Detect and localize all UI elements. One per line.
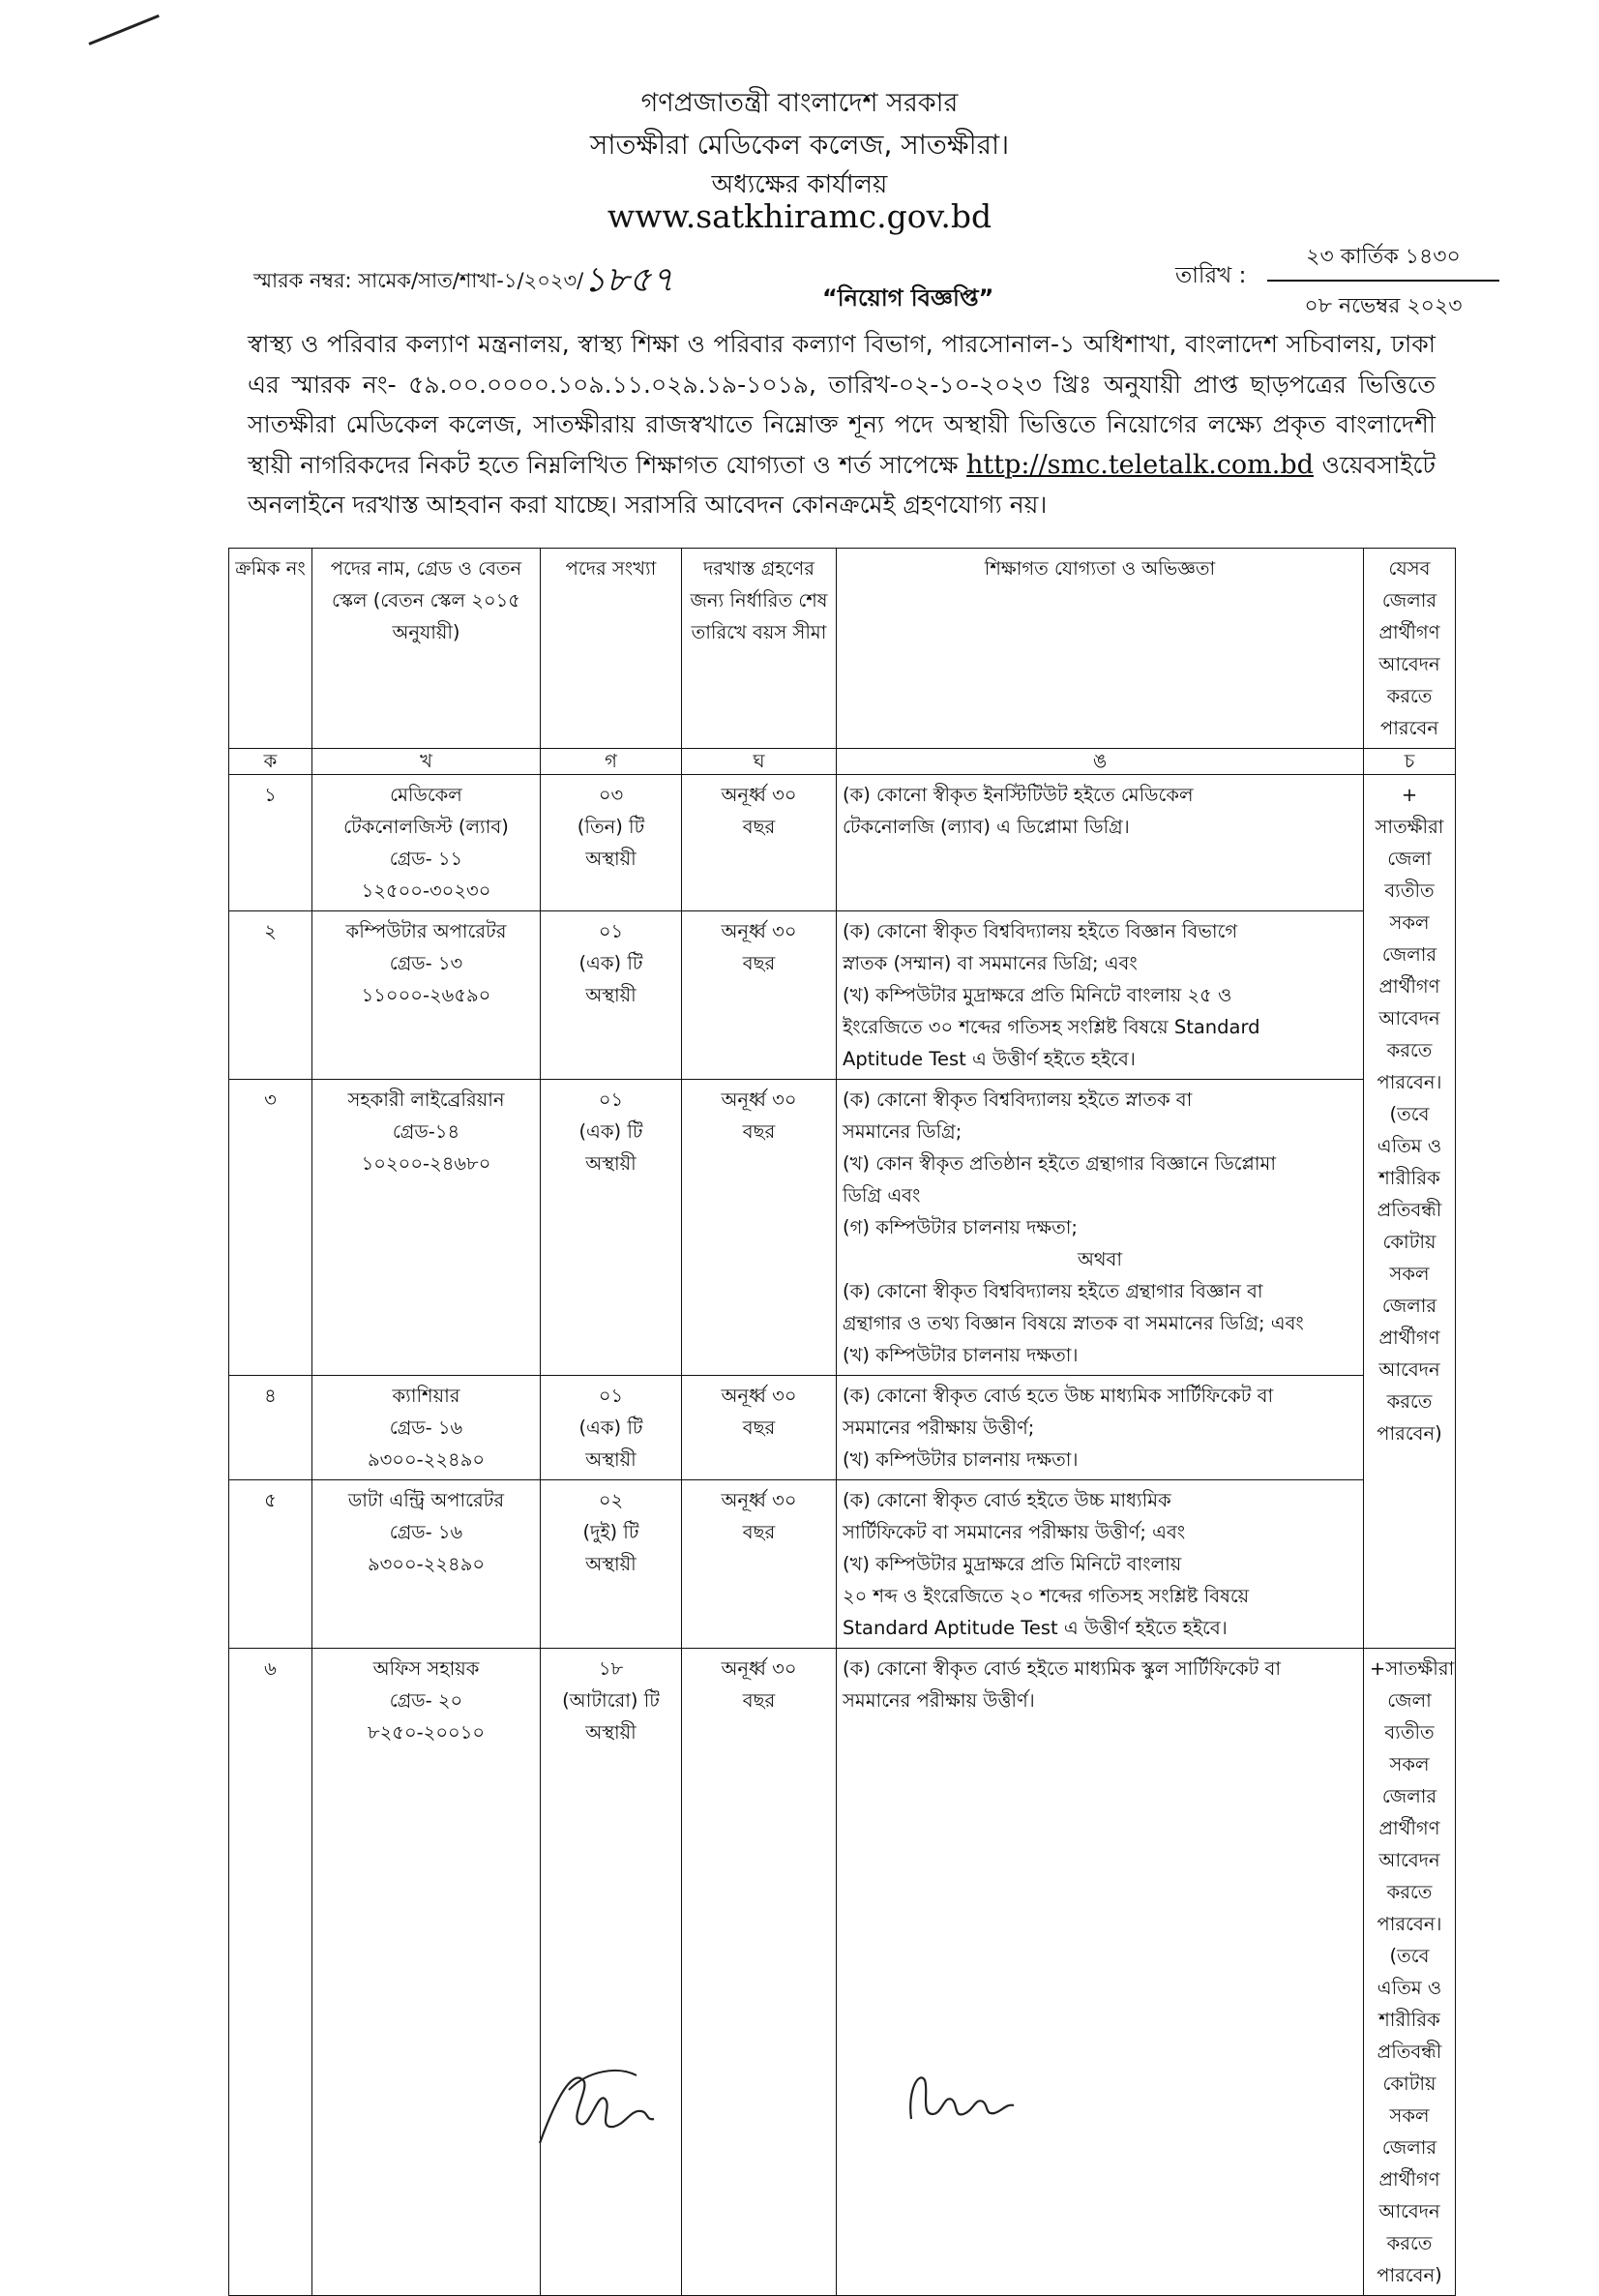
qualification-cell-line: (খ) কোন স্বীকৃত প্রতিষ্ঠান হইতে গ্রন্থাগার বিজ্ঞানে ডিপ্লোমা xyxy=(843,1152,1276,1175)
letter-cell: খ xyxy=(312,749,541,775)
serial-cell: ৪ xyxy=(229,1376,312,1480)
age-cell xyxy=(682,1480,837,1649)
post-cell xyxy=(312,911,541,1080)
signature-1 xyxy=(530,2051,675,2158)
eligibility-cell-line: সকল জেলার xyxy=(1381,1263,1437,1317)
post-cell-line: ১১০০০-২৬৫৯০ xyxy=(361,984,491,1006)
count-cell-line: ১৮ xyxy=(598,1657,624,1680)
age-cell-line: বছর xyxy=(742,952,776,974)
eligibility-cell-line: প্রতিবন্ধী কোটায় xyxy=(1377,1199,1442,1253)
intro-part1: স্বাস্থ্য ও পরিবার কল্যাণ মন্ত্রনালয়, স্বাস্থ্য শিক্ষা ও পরিবার কল্যাণ বিভাগ, পারসোনাল-১ অধিশাখা, বাংলাদেশ সচিবালয়, ঢাকা এর স্মারক নং- ৫৯.০০.০০০০.১০৯.১১.০২৯.১৯-১০১৯, তারিখ-০২-১০-২০২৩ খ্রিঃ অনুযায়ী প্রাপ্ত ছাড়পত্রের ভিত্তিতে সাতক্ষীরা মেডিকেল কলেজ, সাতক্ষীরায় রাজস্বখাতে নিম্নোক্ত শূন্য পদে অস্থায়ী ভিত্তিতে নিয়োগের লক্ষ্যে প্রকৃত বাংলাদেশী স্থায়ী নাগরিকদের নিকট হতে নিম্নলিখিত শিক্ষাগত যোগ্যতা ও শর্ত সাপেক্ষে xyxy=(248,330,1436,479)
count-cell-line: ০১ xyxy=(598,920,624,942)
eligibility-cell-line: পারবেন) xyxy=(1377,1422,1442,1445)
date-label: তারিখ : xyxy=(1175,263,1247,288)
post-cell-line: ১২৫০০-৩০২৩০ xyxy=(361,880,491,902)
serial-cell: ৩ xyxy=(229,1080,312,1376)
post-cell xyxy=(312,1376,541,1480)
table-row xyxy=(229,1080,1456,1376)
count-cell-line: (আটারো) টি xyxy=(562,1689,660,1712)
eligibility-cell-line: জেলা ব্যতীত xyxy=(1384,848,1435,902)
post-cell-line: গ্রেড- ১৬ xyxy=(389,1521,463,1543)
count-cell-line: (এক) টি xyxy=(578,1416,643,1439)
eligibility-cell-line: আবেদন করতে xyxy=(1378,2200,1440,2254)
qualification-cell-line: সমমানের পরীক্ষায় উত্তীর্ণ। xyxy=(843,1689,1035,1712)
letter-cell: ক xyxy=(229,749,312,775)
eligibility-cell-line: (তবে এতিম ও xyxy=(1377,1945,1442,1999)
post-cell-line: ক্যাশিয়ার xyxy=(392,1385,460,1407)
post-cell xyxy=(312,1480,541,1649)
count-cell-line: (তিন) টি xyxy=(577,816,645,838)
eligibility-cell-line: প্রার্থীগণ xyxy=(1378,1327,1440,1349)
qualification-cell xyxy=(837,1480,1364,1649)
qualification-cell-line: (গ) কম্পিউটার চালনায় দক্ষতা; xyxy=(843,1216,1078,1238)
post-cell-line: ডাটা এন্ট্রি অপারেটর xyxy=(347,1489,505,1511)
memo-handwritten-number: ১৮৫৭ xyxy=(583,260,674,300)
table-row xyxy=(229,1649,1456,2296)
eligibility-cell-line: প্রতিবন্ধী কোটায় xyxy=(1377,2041,1442,2095)
age-cell-line: বছর xyxy=(742,1416,776,1439)
age-cell-line: বছর xyxy=(742,1689,776,1712)
qualification-cell-line: (ক) কোনো স্বীকৃত বোর্ড হইতে উচ্চ মাধ্যমিক xyxy=(843,1489,1171,1511)
signature-2 xyxy=(900,2061,1025,2138)
post-cell-line: অফিস সহায়ক xyxy=(372,1657,480,1680)
post-cell-line: টেকনোলজিস্ট (ল্যাব) xyxy=(343,816,509,838)
age-cell xyxy=(682,911,837,1080)
serial-cell: ৫ xyxy=(229,1480,312,1649)
eligibility-cell xyxy=(1364,1649,1456,2296)
letter-cell: ঙ xyxy=(837,749,1364,775)
qualification-cell-line: Aptitude Test এ উত্তীর্ণ হইতে হইবে। xyxy=(843,1048,1136,1070)
qualification-cell xyxy=(837,911,1364,1080)
count-cell xyxy=(541,911,682,1080)
qualification-cell-line: (খ) কম্পিউটার মুদ্রাক্ষরে প্রতি মিনিটে বাংলায় xyxy=(843,1553,1182,1575)
count-cell-line: অস্থায়ী xyxy=(585,1553,637,1575)
count-cell xyxy=(541,1080,682,1376)
qualification-cell-line: (ক) কোনো স্বীকৃত বিশ্ববিদ্যালয় হইতে বিজ্ঞান বিভাগে xyxy=(843,920,1238,942)
count-cell-line: অস্থায়ী xyxy=(585,1721,637,1744)
header-count: পদের সংখ্যা xyxy=(541,549,682,749)
qualification-cell-line: সার্টিফিকেট বা সমমানের পরীক্ষায় উত্তীর্ণ; এবং xyxy=(843,1521,1186,1543)
eligibility-cell-line: সকল জেলার xyxy=(1381,911,1437,966)
qualification-or: অথবা xyxy=(1077,1248,1123,1270)
count-cell xyxy=(541,1649,682,2296)
qualification-cell-line: (খ) কম্পিউটার মুদ্রাক্ষরে প্রতি মিনিটে বাংলায় ২৫ ও xyxy=(843,984,1232,1006)
qualification-cell xyxy=(837,1376,1364,1480)
office-name: অধ্যক্ষের কার্যালয় xyxy=(711,170,888,199)
eligibility-cell-line: প্রার্থীগণ xyxy=(1378,975,1440,998)
letter-cell: চ xyxy=(1364,749,1456,775)
eligibility-cell-line: (তবে এতিম ও xyxy=(1377,1103,1442,1157)
date-bangla: ২৩ কার্তিক ১৪৩০ xyxy=(1267,238,1499,282)
date-english: ০৮ নভেম্বর ২০২৩ xyxy=(1304,294,1463,318)
age-cell-line: বছর xyxy=(742,1521,776,1543)
post-cell xyxy=(312,1649,541,2296)
qualification-cell-line: (খ) কম্পিউটার চালনায় দক্ষতা। xyxy=(843,1344,1079,1366)
age-cell-line: অনূর্ধ্ব ৩০ xyxy=(721,1385,797,1407)
qualification-cell-line: (ক) কোনো স্বীকৃত বোর্ড হইতে মাধ্যমিক স্কুল সার্টিফিকেট বা xyxy=(843,1657,1282,1680)
table-row xyxy=(229,1480,1456,1649)
qualification-cell-line: (ক) কোনো স্বীকৃত ইনস্টিটিউট হইতে মেডিকেল xyxy=(843,784,1194,806)
qualification-cell-line: টেকনোলজি (ল্যাব) এ ডিপ্লোমা ডিগ্রি। xyxy=(843,816,1130,838)
post-cell-line: গ্রেড- ১১ xyxy=(389,848,463,870)
header-qualification: শিক্ষাগত যোগ্যতা ও অভিজ্ঞতা xyxy=(837,549,1364,749)
eligibility-cell-line: +সাতক্ষীরা xyxy=(1370,1657,1455,1680)
qualification-cell xyxy=(837,1080,1364,1376)
eligibility-cell-line: সকল জেলার xyxy=(1381,2104,1437,2159)
table-letter-row xyxy=(229,749,1456,775)
eligibility-cell-line: + সাতক্ষীরা xyxy=(1375,784,1444,838)
memo-number xyxy=(253,253,674,312)
eligibility-cell-line: প্রার্থীগণ xyxy=(1378,2168,1440,2191)
header-age: দরখাস্ত গ্রহণের জন্য নির্ধারিত শেষ তারিখে বয়স সীমা xyxy=(682,549,837,749)
qualification-cell-line: Standard Aptitude Test এ উত্তীর্ণ হইতে হইবে। xyxy=(843,1617,1228,1639)
count-cell-line: অস্থায়ী xyxy=(585,984,637,1006)
post-cell-line: গ্রেড- ২০ xyxy=(389,1689,463,1712)
eligibility-cell-line: আবেদন করতে xyxy=(1378,1358,1440,1413)
date-block xyxy=(1267,238,1499,327)
application-url-link[interactable]: http://smc.teletalk.com.bd xyxy=(966,449,1314,480)
eligibility-cell-line: শারীরিক xyxy=(1378,2009,1440,2031)
age-cell xyxy=(682,1080,837,1376)
serial-cell: ২ xyxy=(229,911,312,1080)
age-cell-line: অনূর্ধ্ব ৩০ xyxy=(721,1657,797,1680)
table-row xyxy=(229,911,1456,1080)
age-cell xyxy=(682,1649,837,2296)
college-name: সাতক্ষীরা মেডিকেল কলেজ, সাতক্ষীরা। xyxy=(589,129,1010,161)
post-cell-line: ৮২৫০-২০০১০ xyxy=(367,1721,486,1744)
eligibility-cell xyxy=(1364,775,1456,1649)
eligibility-cell-line: পারবেন। xyxy=(1377,1913,1442,1935)
table-row xyxy=(229,1376,1456,1480)
letter-cell: ঘ xyxy=(682,749,837,775)
age-cell xyxy=(682,775,837,911)
qualification-cell xyxy=(837,775,1364,911)
post-cell-line: গ্রেড-১৪ xyxy=(392,1120,460,1143)
header-serial: ক্রমিক নং xyxy=(229,549,312,749)
pen-stroke-mark xyxy=(88,15,159,45)
qualification-cell-line: গ্রন্থাগার ও তথ্য বিজ্ঞান বিষয়ে স্নাতক বা সমমানের ডিগ্রি; এবং xyxy=(843,1312,1304,1334)
post-cell-line: মেডিকেল xyxy=(390,784,462,806)
count-cell-line: ০১ xyxy=(598,1385,624,1407)
qualification-cell xyxy=(837,1649,1364,2296)
count-cell-line: অস্থায়ী xyxy=(585,1152,637,1175)
table-row xyxy=(229,775,1456,911)
count-cell-line: (এক) টি xyxy=(578,1120,643,1143)
qualification-cell-line: ২০ শব্দ ও ইংরেজিতে ২০ শব্দের গতিসহ সংশ্লিষ্ট বিষয়ে xyxy=(843,1585,1250,1607)
header-post: পদের নাম, গ্রেড ও বেতন স্কেল (বেতন স্কেল ২০১৫ অনুযায়ী) xyxy=(312,549,541,749)
age-cell-line: অনূর্ধ্ব ৩০ xyxy=(721,1489,797,1511)
eligibility-cell-line: প্রার্থীগণ xyxy=(1378,1817,1440,1839)
qualification-cell-line: ইংরেজিতে ৩০ শব্দের গতিসহ সংশ্লিষ্ট বিষয়ে Standard xyxy=(843,1016,1260,1038)
count-cell xyxy=(541,775,682,911)
letter-cell: গ xyxy=(541,749,682,775)
post-cell-line: কম্পিউটার অপারেটর xyxy=(345,920,507,942)
post-cell-line: গ্রেড- ১৬ xyxy=(389,1416,463,1439)
memo-text: স্মারক নম্বর: সামেক/সাত/শাখা-১/২০২৩/ xyxy=(253,269,584,292)
website-link[interactable]: www.satkhiramc.gov.bd xyxy=(607,197,992,235)
qualification-cell-line: স্নাতক (সম্মান) বা সমমানের ডিগ্রি; এবং xyxy=(843,952,1138,974)
table-header-row xyxy=(229,549,1456,749)
post-cell-line: ৯৩০০-২২৪৯০ xyxy=(367,1448,486,1471)
post-cell-line: গ্রেড- ১৩ xyxy=(389,952,463,974)
qualification-cell-line: ডিগ্রি এবং xyxy=(843,1184,921,1207)
age-cell-line: অনূর্ধ্ব ৩০ xyxy=(721,920,797,942)
post-cell-line: ৯৩০০-২২৪৯০ xyxy=(367,1553,486,1575)
eligibility-cell-line: শারীরিক xyxy=(1378,1167,1440,1189)
count-cell-line: ০৩ xyxy=(598,784,624,806)
intro-part2: ওয়েবসাইটে অনলাইনে দরখাস্ত আহবান করা যাচ্ছে। সরাসরি আবেদন কোনক্রমেই গ্রহণযোগ্য নয়। xyxy=(248,450,1436,519)
post-cell xyxy=(312,1080,541,1376)
qualification-cell-line: (ক) কোনো স্বীকৃত বোর্ড হতে উচ্চ মাধ্যমিক সার্টিফিকেট বা xyxy=(843,1385,1274,1407)
serial-cell: ১ xyxy=(229,775,312,911)
qualification-cell-line: (খ) কম্পিউটার চালনায় দক্ষতা। xyxy=(843,1448,1079,1471)
count-cell xyxy=(541,1376,682,1480)
post-cell-line: ১০২০০-২৪৬৮০ xyxy=(361,1152,491,1175)
count-cell-line: (দুই) টি xyxy=(582,1521,639,1543)
eligibility-cell-line: জেলা ব্যতীত xyxy=(1384,1689,1435,1744)
age-cell-line: অনূর্ধ্ব ৩০ xyxy=(721,1088,797,1111)
qualification-cell-line: সমমানের ডিগ্রি; xyxy=(843,1120,962,1143)
eligibility-cell-line: পারবেন) xyxy=(1377,2264,1442,2286)
age-cell-line: বছর xyxy=(742,1120,776,1143)
count-cell-line: ০২ xyxy=(598,1489,624,1511)
eligibility-cell-line: আবেদন করতে xyxy=(1378,1007,1440,1061)
eligibility-cell-line: সকল জেলার xyxy=(1381,1753,1437,1807)
count-cell-line: অস্থায়ী xyxy=(585,1448,637,1471)
post-cell xyxy=(312,775,541,911)
header-eligibility: যেসব জেলার প্রার্থীগণ আবেদন করতে পারবেন xyxy=(1364,549,1456,749)
post-cell-line: সহকারী লাইব্রেরিয়ান xyxy=(347,1088,505,1111)
count-cell-line: ০১ xyxy=(598,1088,624,1111)
count-cell-line: (এক) টি xyxy=(578,952,643,974)
notice-title: “নিয়োগ বিজ্ঞপ্তি” xyxy=(822,284,994,312)
intro-paragraph xyxy=(248,324,1436,525)
govt-header: গণপ্রজাতন্ত্রী বাংলাদেশ সরকার xyxy=(640,88,959,118)
age-cell-line: বছর xyxy=(742,816,776,838)
qualification-cell-line: (ক) কোনো স্বীকৃত বিশ্ববিদ্যালয় হইতে স্নাতক বা xyxy=(843,1088,1193,1111)
vacancy-table xyxy=(228,548,1456,2296)
qualification-cell-line: (ক) কোনো স্বীকৃত বিশ্ববিদ্যালয় হইতে গ্রন্থাগার বিজ্ঞান বা xyxy=(843,1280,1263,1302)
eligibility-cell-line: পারবেন। xyxy=(1377,1071,1442,1093)
count-cell xyxy=(541,1480,682,1649)
age-cell-line: অনূর্ধ্ব ৩০ xyxy=(721,784,797,806)
eligibility-cell-line: আবেদন করতে xyxy=(1378,1849,1440,1903)
age-cell xyxy=(682,1376,837,1480)
count-cell-line: অস্থায়ী xyxy=(585,848,637,870)
serial-cell: ৬ xyxy=(229,1649,312,2296)
qualification-cell-line: সমমানের পরীক্ষায় উত্তীর্ণ; xyxy=(843,1416,1035,1439)
